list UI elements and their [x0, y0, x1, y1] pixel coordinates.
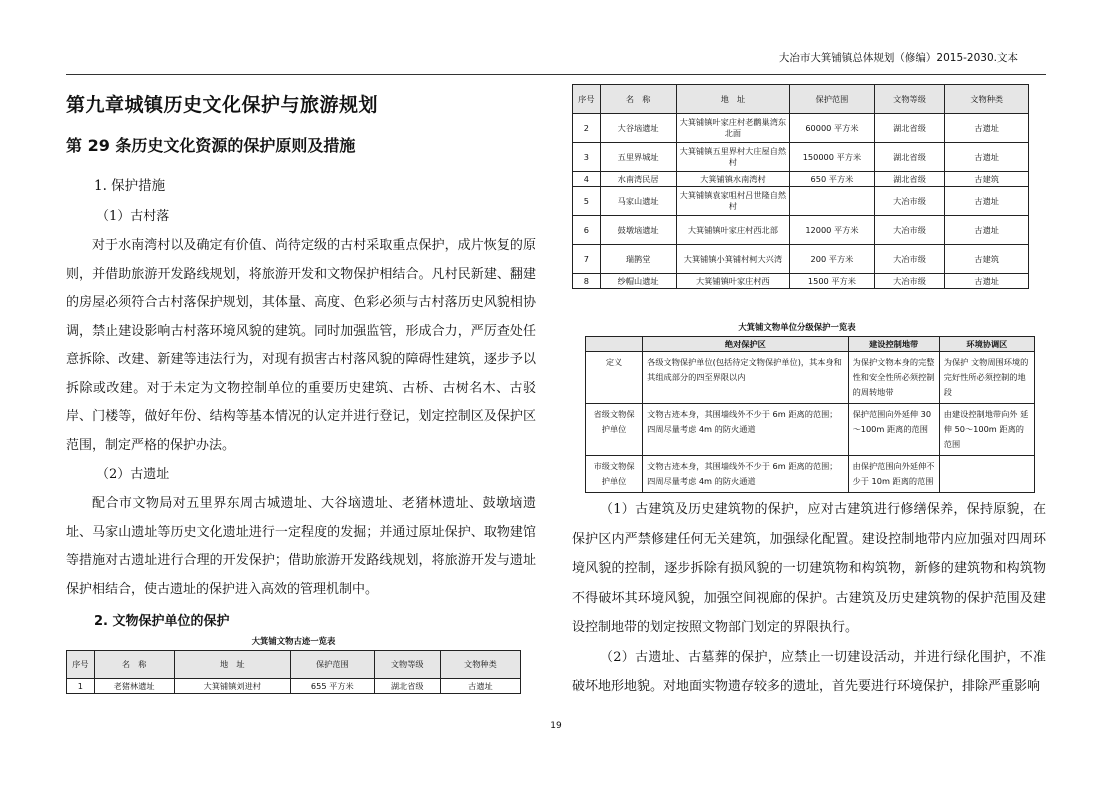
- table-cell: 古遗址: [945, 187, 1029, 216]
- table-cell: 大冶市级: [874, 187, 945, 216]
- table-cell: 由保护范围向外延伸不少于 10m 距离的范围: [848, 456, 939, 493]
- table-cell: 大箕铺镇小箕铺村柯大兴湾: [676, 245, 790, 274]
- table-cell: 湖北省级: [374, 679, 440, 694]
- left-column: [66, 88, 536, 694]
- col-header: 文物等级: [874, 85, 945, 114]
- col-header: 名 称: [600, 85, 676, 114]
- col-header: 名 称: [94, 651, 174, 679]
- subsection-heading-2: （2）古遗址: [96, 467, 170, 482]
- table-cell: 12000 平方米: [790, 216, 875, 245]
- table-cell: [790, 187, 875, 216]
- table-cell: [939, 456, 1034, 493]
- page-number: 19: [550, 721, 562, 731]
- chapter-title: 第九章城镇历史文化保护与旅游规划: [66, 94, 379, 116]
- section-heading-2: 2. 文物保护单位的保护: [94, 614, 230, 629]
- table-cell: 古建筑: [945, 172, 1029, 187]
- header-rule: [66, 74, 1046, 75]
- table-cell: 大箕铺镇刘进村: [174, 679, 291, 694]
- heritage-table-part2: [572, 84, 1029, 289]
- table-cell: 大箕铺镇水南湾村: [676, 172, 790, 187]
- table-row: [67, 679, 521, 694]
- table-cell: 湖北省级: [874, 143, 945, 172]
- table-cell: 瑞鹊堂: [600, 245, 676, 274]
- table-row: [573, 172, 1029, 187]
- table-row: [586, 456, 1035, 493]
- protection-levels-table: [585, 336, 1035, 493]
- col-header: 建设控制地带: [848, 337, 939, 352]
- col-header: 文物种类: [945, 85, 1029, 114]
- table-cell: 鼓墩垴遗址: [600, 216, 676, 245]
- col-header: 序号: [573, 85, 601, 114]
- table-cell: 大谷垴遗址: [600, 114, 676, 143]
- table-row: [573, 187, 1029, 216]
- table-cell: 200 平方米: [790, 245, 875, 274]
- table-cell: 大箕铺镇叶家庄村西北部: [676, 216, 790, 245]
- table-cell: 655 平方米: [291, 679, 374, 694]
- col-header: 保护范围: [790, 85, 875, 114]
- table-cell: 古建筑: [945, 245, 1029, 274]
- col-header: 环境协调区: [939, 337, 1034, 352]
- table-cell: 保护范围向外延伸 30～100m 距离的范围: [848, 404, 939, 456]
- right-column: [572, 84, 1046, 702]
- table-cell: 定义: [586, 352, 643, 404]
- table-cell: 大冶市级: [874, 274, 945, 289]
- table-row: [586, 352, 1035, 404]
- col-header: 文物种类: [440, 651, 520, 679]
- table-cell: 650 平方米: [790, 172, 875, 187]
- table-cell: 6: [573, 216, 601, 245]
- table-cell: 150000 平方米: [790, 143, 875, 172]
- table-cell: 纱帽山遗址: [600, 274, 676, 289]
- col-header: 地 址: [174, 651, 291, 679]
- table-cell: 大冶市级: [874, 245, 945, 274]
- table-cell: 湖北省级: [874, 172, 945, 187]
- table-row: [573, 274, 1029, 289]
- table-cell: 水南湾民居: [600, 172, 676, 187]
- table-row: [573, 143, 1029, 172]
- table-cell: 大箕铺镇五里界村大庄屋自然村: [676, 143, 790, 172]
- table-row: [573, 216, 1029, 245]
- table-cell: 7: [573, 245, 601, 274]
- table-cell: 湖北省级: [874, 114, 945, 143]
- table-cell: 各级文物保护单位(包括待定文物保护单位)，其本身和其组成部分的四至界限以内: [643, 352, 848, 404]
- col-header: 绝对保护区: [643, 337, 848, 352]
- table-cell: 五里界城址: [600, 143, 676, 172]
- header-title: 大冶市大箕铺镇总体规划（修编）2015-2030.文本: [778, 52, 1018, 64]
- table-cell: 古遗址: [440, 679, 520, 694]
- table-cell: 大箕铺镇叶家庄村老鹳巢湾东北面: [676, 114, 790, 143]
- col-header: [586, 337, 643, 352]
- table1-caption: 大箕铺文物古迹一览表: [251, 636, 336, 646]
- table-cell: 为保护 文物周围环境的完好性所必须控制的地段: [939, 352, 1034, 404]
- paragraph-1: 对于水南湾村以及确定有价值、尚待定级的古村采取重点保护，成片恢复的原则，并借助旅游开发路线规划，将旅游开发和文物保护相结合。凡村民新建、翻建的房屋必须符合古村落保护规划，其体量、高度、色彩必须与古村落历史风貌相协调，禁止建设影响古村落环境风貌的建筑。同时加强监管，形成合力，严厉查处任意拆除、改建、新建等违法行为，对现有损害古村落风貌的障碍性建筑，逐步予以拆除或改建。对于未定为文物控制单位的重要历史建筑、古桥、古树名木、古驳岸、门楼等，做好年份、结构等基本情况的认定并进行登记，划定控制区及保护区范围，制定严格的保护办法。: [66, 238, 536, 453]
- col-header: 地 址: [676, 85, 790, 114]
- table-cell: 文物古迹本身，其围墙线外不少于 6m 距离的范围；四周尽量考虑 4m 的防火通道: [643, 456, 848, 493]
- table-cell: 5: [573, 187, 601, 216]
- table-cell: 4: [573, 172, 601, 187]
- table-row: [586, 404, 1035, 456]
- table-cell: 古遗址: [945, 216, 1029, 245]
- table-cell: 60000 平方米: [790, 114, 875, 143]
- col-header: 保护范围: [291, 651, 374, 679]
- col-header: 序号: [67, 651, 95, 679]
- table-cell: 2: [573, 114, 601, 143]
- table-cell: 老猪林遗址: [94, 679, 174, 694]
- table-row: [573, 114, 1029, 143]
- table-cell: 大箕铺镇叶家庄村西: [676, 274, 790, 289]
- table-cell: 3: [573, 143, 601, 172]
- table-row: [573, 245, 1029, 274]
- col-header: 文物等级: [374, 651, 440, 679]
- table-cell: 古遗址: [945, 143, 1029, 172]
- table-cell: 大冶市级: [874, 216, 945, 245]
- section-heading-1: 1. 保护措施: [94, 178, 166, 194]
- table2-caption: 大箕铺文物单位分级保护一览表: [738, 322, 856, 332]
- article-title: 第 29 条历史文化资源的保护原则及措施: [66, 136, 356, 155]
- table-cell: 8: [573, 274, 601, 289]
- table-cell: 1: [67, 679, 95, 694]
- table-cell: 1500 平方米: [790, 274, 875, 289]
- table-cell: 马家山遗址: [600, 187, 676, 216]
- table-cell: 为保护文物本身的完整性和安全性所必须控制的周转地带: [848, 352, 939, 404]
- subsection-heading-1: （1）古村落: [96, 209, 170, 224]
- table-cell: 古遗址: [945, 114, 1029, 143]
- table-cell: 市级文物保护单位: [586, 456, 643, 493]
- table-cell: 大箕铺镇袁家咀村吕世隆自然村: [676, 187, 790, 216]
- table-cell: 省级文物保护单位: [586, 404, 643, 456]
- heritage-table-part1: [66, 650, 521, 694]
- right-paragraph-2: （2）古遗址、古墓葬的保护，应禁止一切建设活动，并进行绿化围护，不准破坏地形地貌。对地面实物遗存较多的遗址，首先要进行环境保护，排除严重影响: [572, 649, 1046, 694]
- table-cell: 由建设控制地带向外 延伸 50～100m 距离的范围: [939, 404, 1034, 456]
- paragraph-2: 配合市文物局对五里界东周古城遗址、大谷垴遗址、老猪林遗址、鼓墩垴遗址、马家山遗址等历史文化遗址进行一定程度的发掘；并通过原址保护、取物建馆等措施对古遗址进行合理的开发保护；借助旅游开发路线规划，将旅游开发与遗址保护相结合，使古遗址的保护进入高效的管理机制中。: [66, 496, 536, 597]
- table-cell: 古遗址: [945, 274, 1029, 289]
- right-paragraph-1: （1）古建筑及历史建筑物的保护，应对古建筑进行修缮保养，保持原貌，在保护区内严禁修建任何无关建筑，加强绿化配置。建设控制地带内应加强对四周环境风貌的控制，逐步拆除有损风貌的一切建筑物和构筑物，新修的建筑物和构筑物不得破坏其环境风貌，加强空间视廊的保护。古建筑及历史建筑物的保护范围及建设控制地带的划定按照文物部门划定的界限执行。: [572, 502, 1046, 635]
- table-cell: 文物古迹本身，其围墙线外不少于 6m 距离的范围；四周尽量考虑 4m 的防火通道: [643, 404, 848, 456]
